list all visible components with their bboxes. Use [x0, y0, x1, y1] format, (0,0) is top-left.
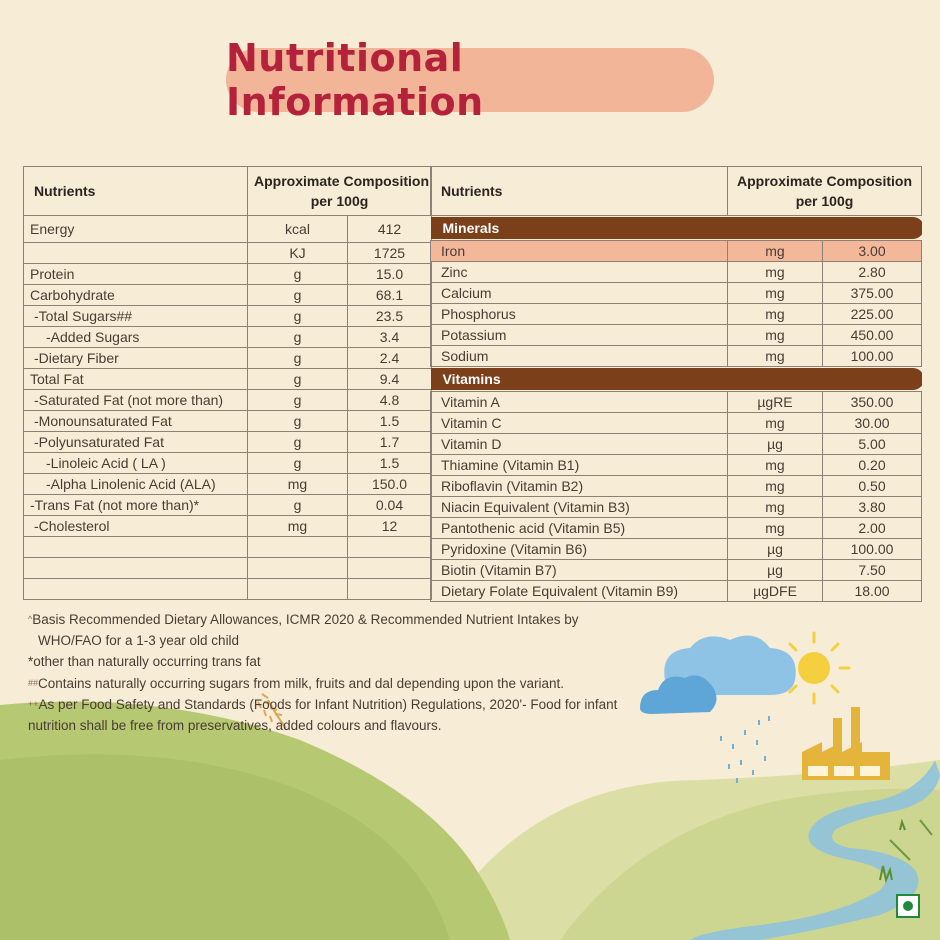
table-row [431, 325, 922, 346]
nutrient-unit: mg [728, 476, 823, 497]
nutrient-name: Pantothenic acid (Vitamin B5) [431, 518, 728, 539]
nutrient-name: Dietary Folate Equivalent (Vitamin B9) [431, 581, 728, 602]
nutrient-name: Potassium [431, 325, 728, 346]
nutrient-unit: µg [728, 539, 823, 560]
table-row [431, 262, 922, 283]
nutrients-left-body [24, 216, 432, 600]
nutrient-value: 1.7 [348, 432, 432, 453]
nutrient-name [24, 306, 248, 327]
rain-icon [720, 716, 770, 783]
nutrient-unit: µgRE [728, 392, 823, 413]
col-header-composition-line2: per 100g [310, 193, 369, 209]
table-row [24, 216, 432, 243]
table-row [431, 518, 922, 539]
nutrient-name [24, 327, 248, 348]
nutrient-name-text: -Trans Fat (not more than)* [30, 497, 200, 513]
nutrient-unit: g [248, 306, 348, 327]
footnote-text: Basis Recommended Dietary Allowances, ICMR 2020 & Recommended Nutrient Intakes by [32, 612, 579, 627]
nutrient-value: 225.00 [823, 304, 922, 325]
nutrient-name [24, 285, 248, 306]
nutrient-name-text: -Linoleic Acid ( LA ) [46, 455, 166, 471]
footnote-text: *other than naturally occurring trans fat [28, 654, 261, 670]
nutrient-name: Sodium [431, 346, 728, 367]
footnote-basis [28, 609, 668, 630]
nutrient-name-text: -Monounsaturated Fat [34, 413, 172, 429]
section-cell [431, 367, 922, 392]
nutrient-name: Zinc [431, 262, 728, 283]
nutrient-unit: mg [728, 455, 823, 476]
col-header-nutrients: Nutrients [24, 167, 248, 216]
empty-cell [248, 579, 348, 600]
table-row [24, 285, 432, 306]
empty-cell [348, 537, 432, 558]
nutrient-unit: µg [728, 560, 823, 581]
nutrient-value: 3.80 [823, 497, 922, 518]
nutrient-unit: mg [728, 518, 823, 539]
table-row [431, 560, 922, 581]
nutrient-value: 5.00 [823, 434, 922, 455]
factory-icon [802, 707, 890, 780]
nutrient-value: 0.04 [348, 495, 432, 516]
nutrient-unit: g [248, 327, 348, 348]
footnote-symbol: ## [116, 308, 133, 324]
table-row [431, 283, 922, 304]
nutrient-name: Vitamin C [431, 413, 728, 434]
table-row [431, 434, 922, 455]
nutrient-value: 3.00 [823, 241, 922, 262]
empty-cell [24, 579, 248, 600]
table-row [24, 264, 432, 285]
nutrient-name [24, 516, 248, 537]
nutrient-value: 68.1 [348, 285, 432, 306]
nutrient-unit: µg [728, 434, 823, 455]
footnote-regulations [28, 694, 668, 715]
nutrient-name: Pyridoxine (Vitamin B6) [431, 539, 728, 560]
nutrient-name [24, 264, 248, 285]
nutrient-value: 2.80 [823, 262, 922, 283]
nutrient-value: 100.00 [823, 346, 922, 367]
nutrient-value: 7.50 [823, 560, 922, 581]
nutrient-unit: mg [728, 262, 823, 283]
col-header-composition [248, 167, 432, 216]
nutrient-value: 4.8 [348, 390, 432, 411]
table-row [24, 411, 432, 432]
section-label: Vitamins [431, 368, 922, 390]
footnote-text: As per Food Safety and Standards (Foods for Infant Nutrition) Regulations, 2020'- Food for infant [38, 696, 618, 712]
nutrient-name: Phosphorus [431, 304, 728, 325]
nutrient-unit: KJ [248, 243, 348, 264]
table-row [431, 581, 922, 602]
footnote-text: nutrition shall be free from preservatives, added colours and flavours. [28, 718, 442, 734]
nutrient-name [24, 495, 248, 516]
col-header-composition-line1: Approximate Composition [737, 173, 913, 189]
nutrient-name [24, 243, 248, 264]
nutrient-unit: kcal [248, 216, 348, 243]
nutrient-unit: mg [728, 241, 823, 262]
nutrient-value: 1725 [348, 243, 432, 264]
nutrient-name [24, 432, 248, 453]
col-header-nutrients: Nutrients [431, 167, 728, 216]
empty-row [24, 558, 432, 579]
table-row [431, 476, 922, 497]
nutrient-name-text: -Polyunsaturated Fat [34, 434, 164, 450]
nutrient-name-text: -Alpha Linolenic Acid (ALA) [46, 476, 216, 492]
empty-cell [24, 537, 248, 558]
nutrient-value: 12 [348, 516, 432, 537]
nutrient-unit: mg [248, 474, 348, 495]
nutrient-name: Riboflavin (Vitamin B2) [431, 476, 728, 497]
nutrient-name-text: Protein [30, 266, 75, 282]
nutrient-unit: g [248, 411, 348, 432]
section-minerals [431, 216, 922, 241]
footnote-trans-fat [28, 651, 668, 672]
table-row [431, 455, 922, 476]
nutrient-unit: g [248, 495, 348, 516]
nutrient-value: 375.00 [823, 283, 922, 304]
nutrients-table-right [430, 166, 922, 602]
table-row [431, 539, 922, 560]
nutrient-name: Vitamin A [431, 392, 728, 413]
nutrient-name [24, 453, 248, 474]
nutrient-name: Vitamin D [431, 434, 728, 455]
table-header-row [431, 167, 922, 216]
nutrient-unit: g [248, 264, 348, 285]
empty-row [24, 537, 432, 558]
nutrient-value: 2.4 [348, 348, 432, 369]
footnote-text: WHO/FAO for a 1-3 year old child [38, 633, 240, 649]
table-row [24, 432, 432, 453]
nutrient-value: 2.00 [823, 518, 922, 539]
nutrient-name: Iron [431, 241, 728, 262]
empty-cell [348, 558, 432, 579]
col-header-composition [728, 167, 922, 216]
section-vitamins [431, 367, 922, 392]
veg-mark-icon [896, 894, 920, 918]
footnotes [28, 609, 668, 736]
nutrient-name [24, 348, 248, 369]
col-header-composition-line1: Approximate Composition [254, 173, 430, 189]
table-row [431, 497, 922, 518]
nutrient-value: 450.00 [823, 325, 922, 346]
nutrient-unit: g [248, 432, 348, 453]
nutrient-unit: µgDFE [728, 581, 823, 602]
nutrient-name [24, 216, 248, 243]
nutrient-unit: mg [728, 346, 823, 367]
table-row [431, 241, 922, 262]
empty-cell [248, 558, 348, 579]
footnote-sugars [28, 673, 668, 694]
table-row [24, 495, 432, 516]
nutrient-unit: g [248, 369, 348, 390]
empty-cell [348, 579, 432, 600]
nutrient-value: 9.4 [348, 369, 432, 390]
nutrients-right-body [431, 216, 922, 602]
nutrient-name-text: -Added Sugars [46, 329, 140, 345]
table-row [24, 327, 432, 348]
nutrient-unit: mg [728, 497, 823, 518]
nutrient-value: 1.5 [348, 453, 432, 474]
nutrient-name: Thiamine (Vitamin B1) [431, 455, 728, 476]
section-cell [431, 216, 922, 241]
table-row [24, 390, 432, 411]
footnote-symbol: ^ [28, 614, 33, 624]
nutrient-unit: g [248, 285, 348, 306]
nutrient-name-text: Total Fat [30, 371, 84, 387]
table-row [24, 243, 432, 264]
empty-cell [248, 537, 348, 558]
nutrient-unit: mg [728, 304, 823, 325]
nutrients-table-left [23, 166, 432, 600]
nutrient-name [24, 411, 248, 432]
nutrient-name [24, 474, 248, 495]
footnote-basis-cont [28, 630, 668, 651]
nutrient-value: 3.4 [348, 327, 432, 348]
table-row [24, 453, 432, 474]
nutrient-unit: mg [248, 516, 348, 537]
nutrient-name [24, 369, 248, 390]
nutrient-name-text: -Cholesterol [34, 518, 110, 534]
table-header-row [24, 167, 432, 216]
nutrient-name-text: -Saturated Fat (not more than) [34, 392, 224, 408]
nutrient-value: 30.00 [823, 413, 922, 434]
footnote-symbol: ## [28, 677, 39, 688]
title-pill [226, 36, 714, 124]
nutrient-value: 23.5 [348, 306, 432, 327]
table-row [24, 474, 432, 495]
nutrient-unit: g [248, 390, 348, 411]
empty-cell [24, 558, 248, 579]
nutrient-value: 0.20 [823, 455, 922, 476]
nutrient-unit: mg [728, 413, 823, 434]
nutrient-name: Calcium [431, 283, 728, 304]
nutrient-value: 18.00 [823, 581, 922, 602]
section-label: Minerals [431, 217, 922, 239]
nutrient-unit: g [248, 453, 348, 474]
table-row [431, 392, 922, 413]
nutrient-name: Biotin (Vitamin B7) [431, 560, 728, 581]
nutrient-value: 0.50 [823, 476, 922, 497]
table-row [431, 413, 922, 434]
nutrient-value: 350.00 [823, 392, 922, 413]
table-row [431, 346, 922, 367]
col-header-composition-line2: per 100g [795, 193, 854, 209]
nutrient-name [24, 390, 248, 411]
footnote-text: Contains naturally occurring sugars from milk, fruits and dal depending upon the variant. [38, 675, 565, 691]
nutrient-value: 100.00 [823, 539, 922, 560]
footnote-symbol: ++ [28, 698, 39, 709]
nutrient-name: Niacin Equivalent (Vitamin B3) [431, 497, 728, 518]
footnote-regulations-cont [28, 715, 668, 736]
empty-row [24, 579, 432, 600]
nutrient-name-text: Carbohydrate [30, 287, 115, 303]
nutrient-name-text: -Dietary Fiber [34, 350, 119, 366]
nutrient-unit: g [248, 348, 348, 369]
table-row [24, 306, 432, 327]
table-row [24, 369, 432, 390]
table-row [431, 304, 922, 325]
page-title: Nutritional Information [226, 36, 484, 124]
nutrient-value: 412 [348, 216, 432, 243]
table-row [24, 348, 432, 369]
nutrient-value: 15.0 [348, 264, 432, 285]
nutrient-name-text: Energy [30, 221, 75, 237]
nutrient-value: 150.0 [348, 474, 432, 495]
table-row [24, 516, 432, 537]
nutrient-unit: mg [728, 283, 823, 304]
nutrient-unit: mg [728, 325, 823, 346]
nutrient-name-text: -Total Sugars [34, 308, 117, 324]
nutrient-value: 1.5 [348, 411, 432, 432]
